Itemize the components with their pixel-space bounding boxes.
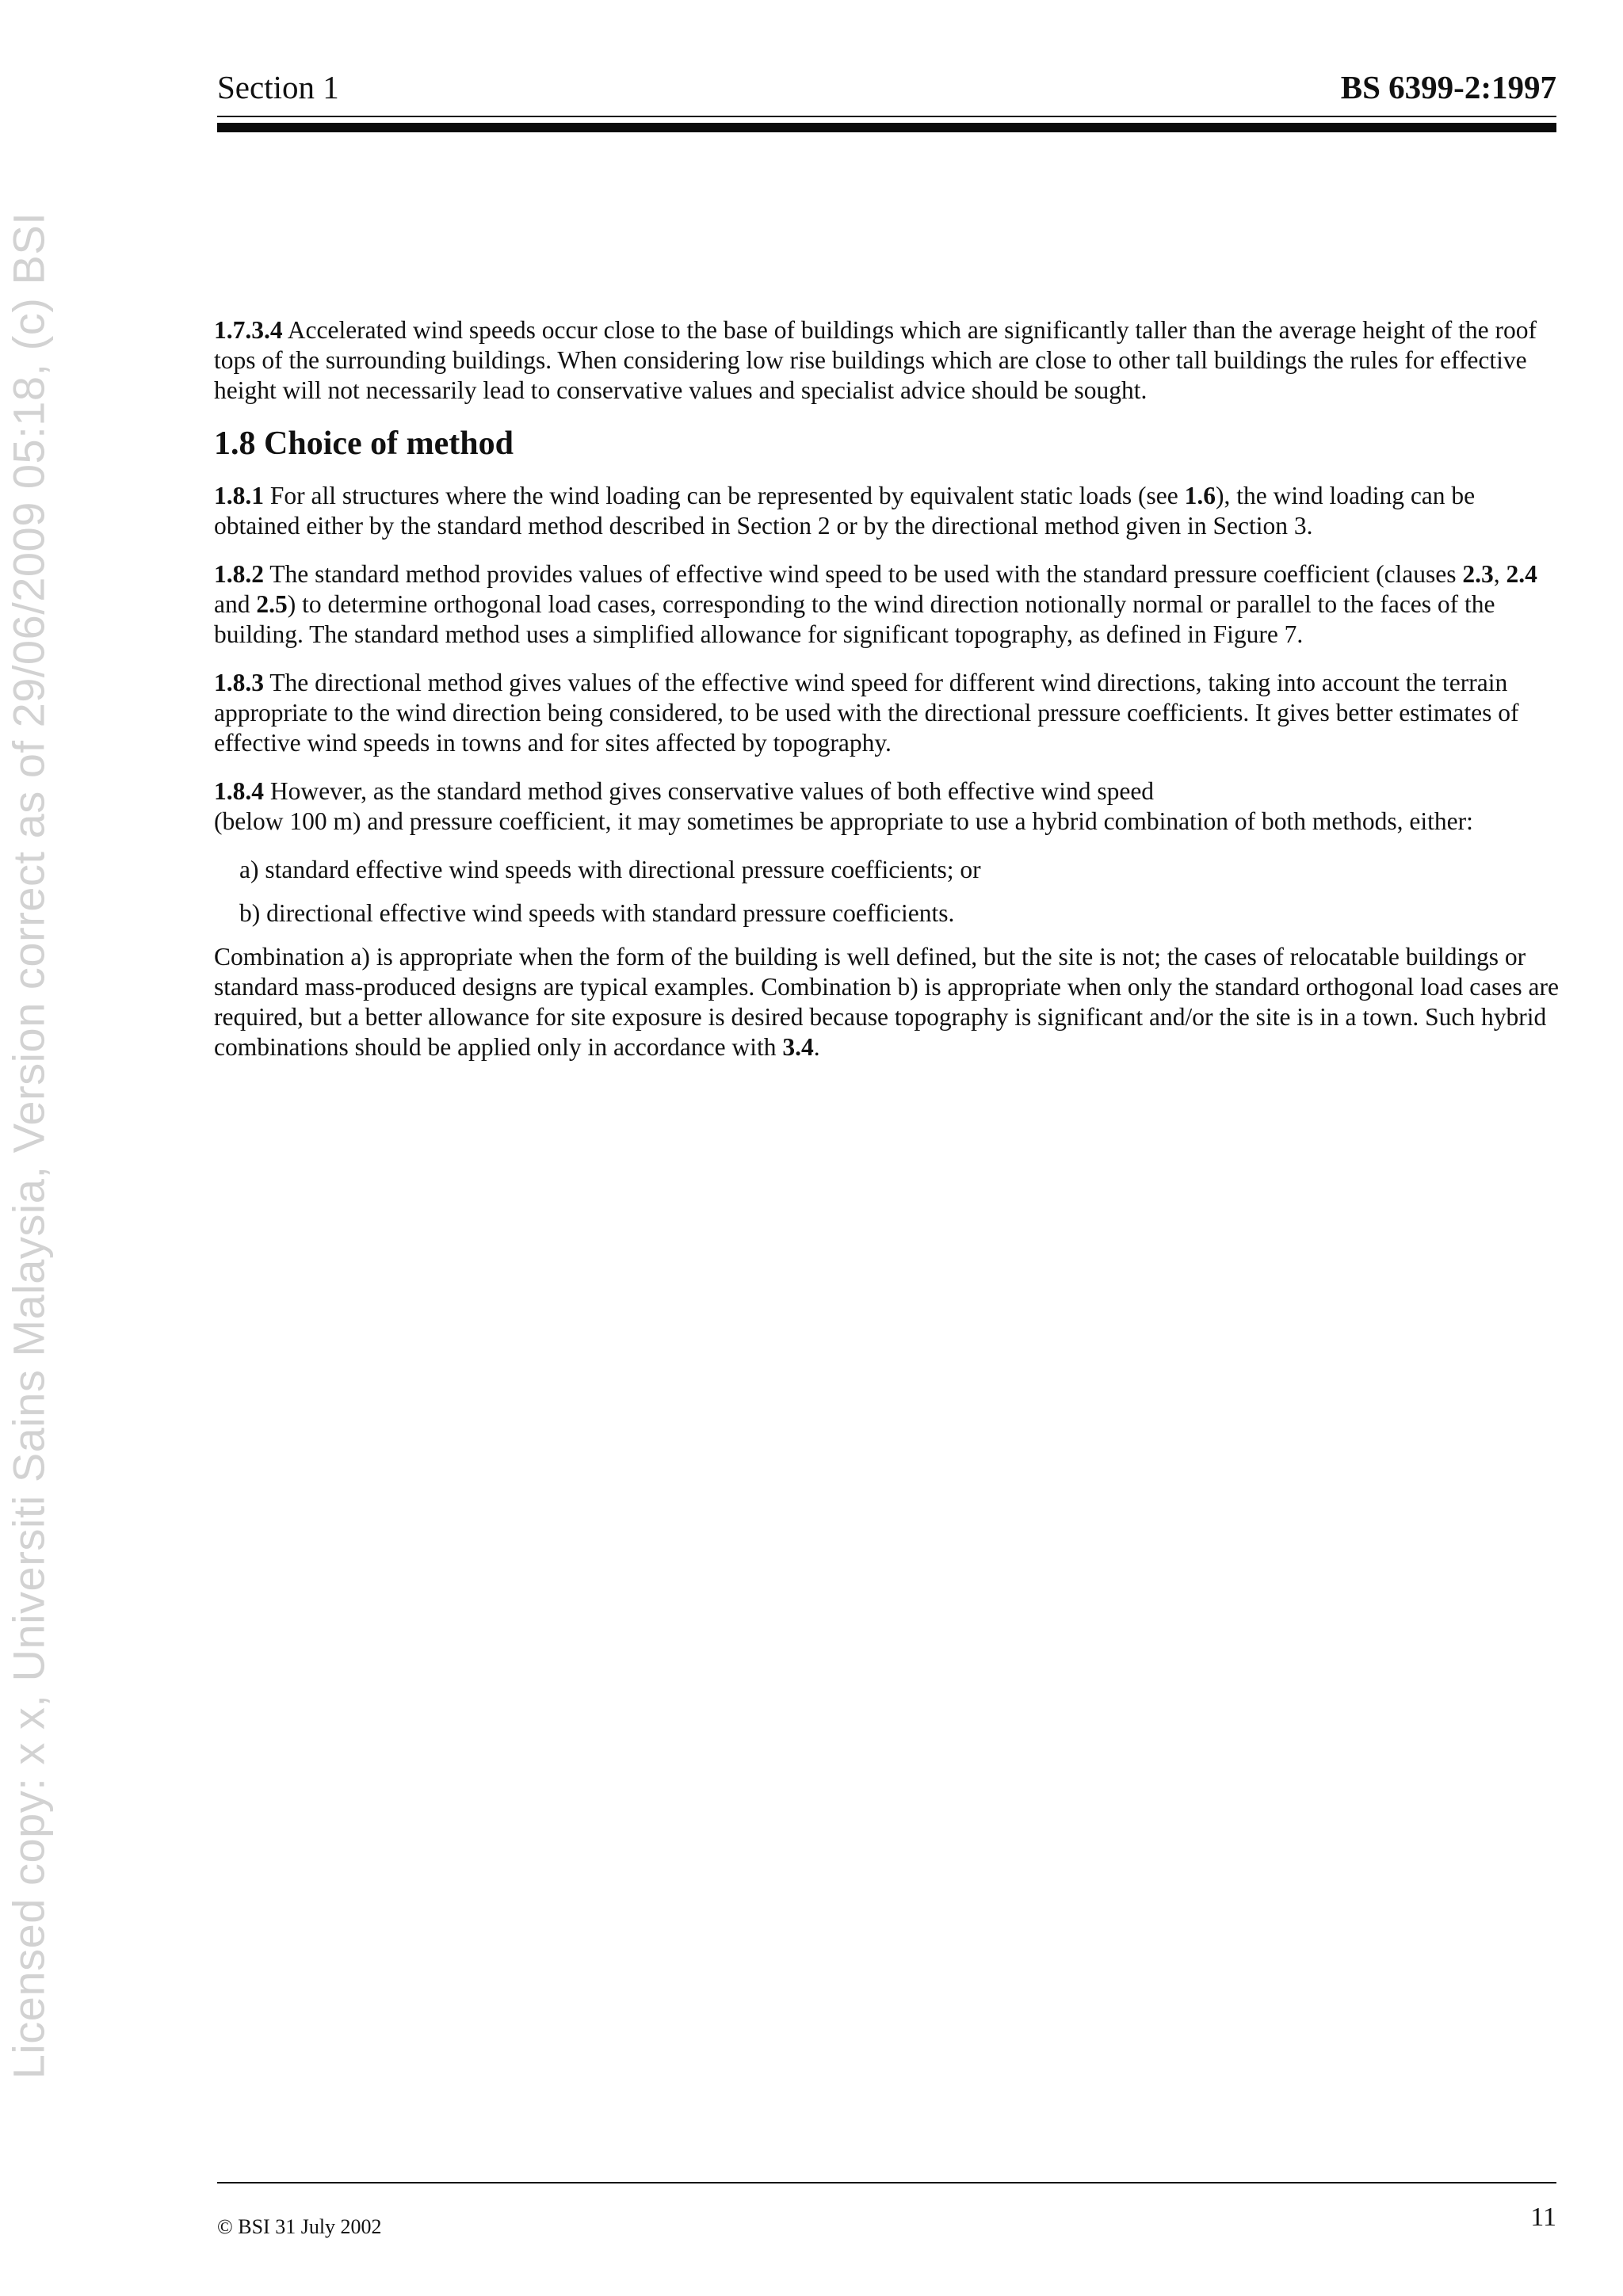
combination-paragraph bbox=[214, 942, 1561, 1062]
clause-text: , bbox=[1493, 560, 1507, 588]
clause-reference: 2.4 bbox=[1506, 560, 1537, 588]
clause-text: (below 100 m) and pressure coefficient, it may sometimes be appropriate to use a hybrid combination of both methods, either: bbox=[214, 807, 1473, 835]
clause-reference: 2.3 bbox=[1462, 560, 1494, 588]
clause-text: . bbox=[813, 1033, 820, 1061]
clause-text: ), the wind loading can be obtained either by the standard method described in Section 2 or by the directional method given in Section 3. bbox=[214, 482, 1476, 540]
clause-text: Accelerated wind speeds occur close to the base of buildings which are significantly taller than the average height of the roof tops of the surrounding buildings. When considering low rise buildings which are close to other tall buildings the rules for effective height will not necessarily lead to conservative values and specialist advice should be sought. bbox=[214, 316, 1537, 404]
section-label: Section 1 bbox=[217, 69, 339, 105]
list-item-b: b) directional effective wind speeds with standard pressure coefficients. bbox=[239, 899, 955, 927]
clause-1-8-4 bbox=[214, 776, 1561, 837]
clause-number: 1.8.2 bbox=[214, 560, 264, 588]
clause-1-8-1 bbox=[214, 481, 1561, 541]
clause-reference: 2.5 bbox=[256, 590, 288, 618]
clause-1-8-3 bbox=[214, 668, 1561, 758]
clause-reference: 3.4 bbox=[782, 1033, 814, 1061]
clause-text: Combination a) is appropriate when the form of the building is well defined, but the site is not; the cases of relocatable buildings or standard mass-produced designs are typical examples. Combination b) is appropriate when only the standard orthogonal load cases are required, but a better allowance for site exposure is desired because topography is significant and/or the site is in a town. Such hybrid combinations should be applied only in accordance with bbox=[214, 943, 1560, 1061]
copyright-notice: © BSI 31 July 2002 bbox=[217, 2215, 382, 2238]
standard-identifier: BS 6399-2:1997 bbox=[1340, 69, 1556, 105]
page-number: 11 bbox=[1530, 2203, 1556, 2232]
clause-1-8-2 bbox=[214, 559, 1561, 650]
document-body bbox=[214, 315, 1561, 1081]
clause-text: The directional method gives values of the effective wind speed for different wind directions, taking into account the terrain appropriate to the wind direction being considered, to be used with the directional pressure coefficients. It gives better estimates of effective wind speeds in towns and for sites affected by topography. bbox=[214, 669, 1519, 757]
header-rule-thin bbox=[217, 116, 1556, 117]
clause-text: For all structures where the wind loading can be represented by equivalent static loads (see bbox=[264, 482, 1185, 509]
clause-text: However, as the standard method gives conservative values of both effective wind speed bbox=[264, 777, 1155, 805]
clause-number: 1.8.1 bbox=[214, 482, 264, 509]
header-rule-thick bbox=[217, 123, 1556, 132]
clause-reference: 1.6 bbox=[1184, 482, 1216, 509]
section-heading-1-8: 1.8 Choice of method bbox=[214, 425, 514, 462]
list-item-a: a) standard effective wind speeds with directional pressure coefficients; or bbox=[239, 856, 981, 883]
license-watermark: Licensed copy: x x, Universiti Sains Malaysia, Version correct as of 29/06/2009 05:18, (c) BSI bbox=[3, 212, 54, 2080]
footer-rule bbox=[217, 2182, 1556, 2183]
clause-number: 1.8.4 bbox=[214, 777, 264, 805]
page-header bbox=[217, 62, 1556, 117]
clause-number: 1.7.3.4 bbox=[214, 316, 283, 344]
clause-number: 1.8.3 bbox=[214, 669, 264, 696]
clause-text: ) to determine orthogonal load cases, corresponding to the wind direction notionally normal or parallel to the faces of the building. The standard method uses a simplified allowance for significant topography, as defined in Figure 7. bbox=[214, 590, 1495, 648]
clause-text: and bbox=[214, 590, 257, 618]
clause-1-7-3-4 bbox=[214, 315, 1561, 406]
clause-text: The standard method provides values of effective wind speed to be used with the standard pressure coefficient (clauses bbox=[264, 560, 1463, 588]
